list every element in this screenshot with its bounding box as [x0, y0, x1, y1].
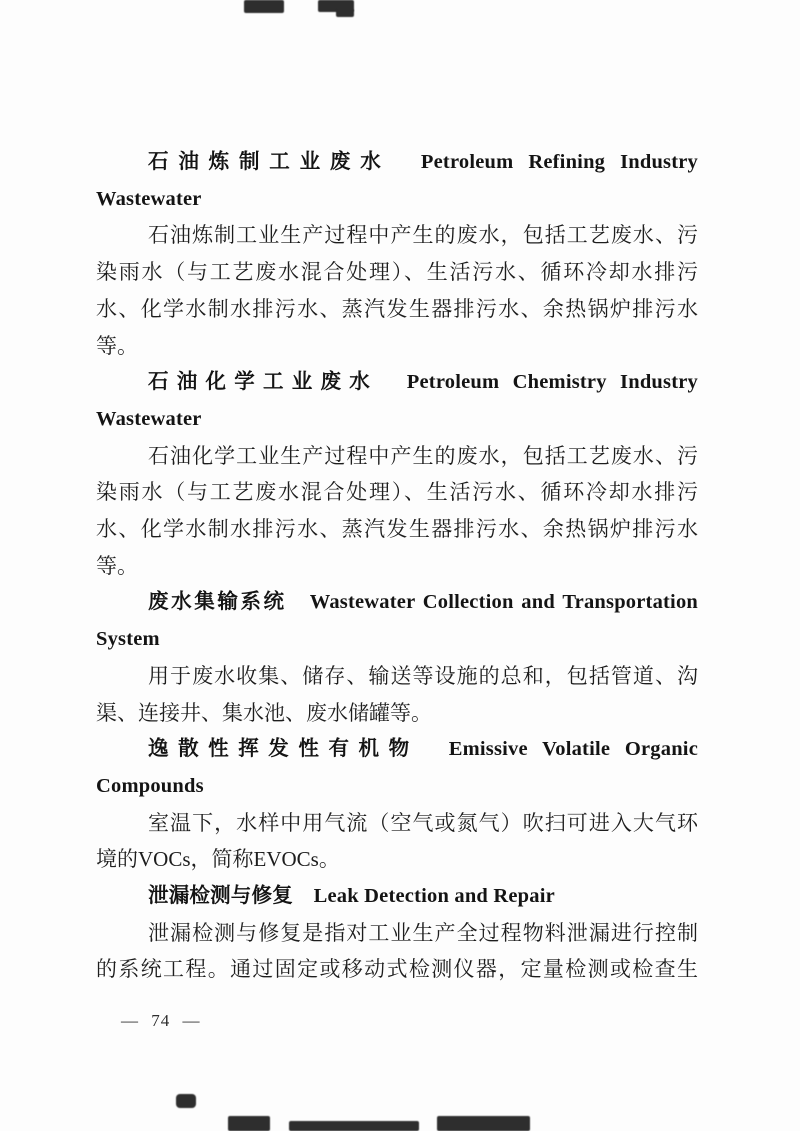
scan-artifact-top-right-2 — [336, 9, 354, 17]
definition-section — [96, 731, 698, 878]
scan-artifact-top-left — [244, 0, 284, 13]
term-heading-line: 泄漏检测与修复 Leak Detection and Repair — [148, 885, 555, 908]
term-heading-line: 石油炼制工业废水 Petroleum Refining Industry — [148, 151, 698, 173]
definition-body-line: 用于废水收集、储存、输送等设施的总和，包括管道、沟 — [148, 663, 698, 688]
term-heading-line: Wastewater — [96, 407, 202, 430]
definition-body-line: 水、化学水制水排污水、蒸汽发生器排污水、余热锅炉排污水 — [96, 517, 698, 542]
term-heading-line: 废水集输系统 Wastewater Collection and Transportation — [148, 591, 698, 614]
definition-body-line: 水、化学水制水排污水、蒸汽发生器排污水、余热锅炉排污水 — [96, 296, 698, 321]
definition-body-line: 石油炼制工业生产过程中产生的废水，包括工艺废水、污 — [148, 223, 698, 248]
term-heading-line: Compounds — [96, 774, 204, 797]
definition-body-line: 等。 — [96, 333, 138, 358]
scan-artifact-bottom-3 — [289, 1121, 419, 1131]
definition-section — [96, 878, 698, 988]
definition-body-line: 石油化学工业生产过程中产生的废水，包括工艺废水、污 — [148, 443, 698, 468]
definition-body-line: 等。 — [96, 553, 138, 578]
definition-section — [96, 584, 698, 731]
definition-body-line: 染雨水（与工艺废水混合处理）、生活污水、循环冷却水排污 — [96, 260, 698, 285]
scan-artifact-bottom-4 — [437, 1116, 530, 1131]
scan-artifact-bottom-2 — [228, 1116, 270, 1131]
term-heading-line: Wastewater — [96, 187, 202, 210]
definition-section — [96, 144, 698, 364]
definition-body-line: 境的VOCs，简称EVOCs。 — [96, 847, 340, 872]
term-heading-line: 逸散性挥发性有机物 Emissive Volatile Organic — [148, 738, 698, 761]
term-heading-line: System — [96, 628, 160, 651]
scan-artifact-bottom-1 — [176, 1094, 196, 1108]
page-number: — 74 — — [121, 1011, 201, 1030]
definition-body-line: 的系统工程。通过固定或移动式检测仪器，定量检测或检查生 — [96, 957, 698, 982]
definition-body-line: 渠、连接井、集水池、废水储罐等。 — [96, 700, 432, 725]
glossary-content — [96, 144, 698, 988]
term-heading-line: 石油化学工业废水 Petroleum Chemistry Industry — [148, 371, 698, 394]
definition-body-line: 染雨水（与工艺废水混合处理）、生活污水、循环冷却水排污 — [96, 480, 698, 505]
definition-section — [96, 364, 698, 584]
definition-body-line: 室温下，水样中用气流（空气或氮气）吹扫可进入大气环 — [148, 810, 698, 835]
definition-body-line: 泄漏检测与修复是指对工业生产全过程物料泄漏进行控制 — [148, 920, 698, 945]
